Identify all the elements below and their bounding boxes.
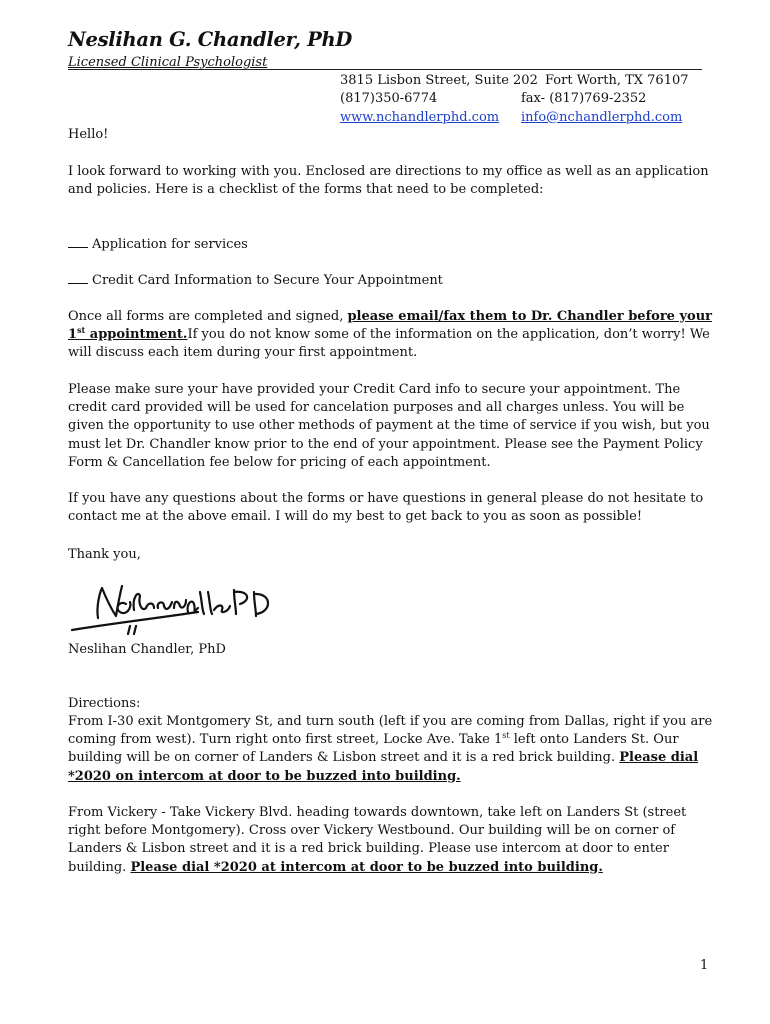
signature-name: Neslihan Chandler, PhD bbox=[68, 642, 226, 657]
questions-paragraph bbox=[68, 490, 718, 526]
checklist-item-application bbox=[68, 236, 718, 254]
page-number: 1 bbox=[700, 958, 709, 973]
city-line: Fort Worth, TX 76107 bbox=[545, 73, 689, 88]
directions-i30-text bbox=[68, 713, 718, 786]
checkbox-blank[interactable] bbox=[68, 236, 88, 248]
directions-i30-b: left onto Landers St. Our building will be on corner of Landers & Lisbon street and it is a red brick building. bbox=[68, 732, 679, 766]
handwritten-signature bbox=[68, 578, 278, 638]
header-rule bbox=[68, 69, 702, 70]
credit-card-paragraph bbox=[68, 381, 718, 472]
directions-vickery-text bbox=[68, 804, 718, 877]
forms-prefix: Once all forms are completed and signed, bbox=[68, 309, 348, 324]
address-line: 3815 Lisbon Street, Suite 202 bbox=[340, 73, 538, 88]
forms-bold-a: please email/fax them to Dr. Chandler before your 1 bbox=[68, 309, 713, 343]
checkbox-blank[interactable] bbox=[68, 272, 88, 284]
email-link[interactable]: info@nchandlerphd.com bbox=[521, 109, 683, 125]
ordinal-sup: st bbox=[77, 325, 86, 336]
forms-text bbox=[68, 308, 718, 363]
directions-heading: Directions: bbox=[68, 696, 141, 711]
checklist-label: Credit Card Information to Secure Your Appointment bbox=[92, 273, 443, 288]
forms-bold-b: appointment. bbox=[85, 327, 188, 343]
greeting: Hello! bbox=[68, 127, 109, 142]
fax-number: fax- (817)769-2352 bbox=[521, 91, 647, 107]
intercom-instruction: Please dial *2020 on intercom at door to be buzzed into building. bbox=[68, 750, 699, 784]
intro-paragraph bbox=[68, 163, 718, 199]
questions-text: If you have any questions about the forms or have questions in general please do not hesitate to contact me at the above email. I will do my best to get back to you as soon as possible! bbox=[68, 491, 704, 525]
directions-i30-a: From I-30 exit Montgomery St, and turn south (left if you are coming from Dallas, right if you are coming from west). Turn right onto first street, Locke Ave. Take 1 bbox=[68, 714, 713, 748]
author-title: Licensed Clinical Psychologist bbox=[68, 55, 268, 70]
directions-paragraph-i30 bbox=[68, 713, 718, 786]
website-link[interactable]: www.nchandlerphd.com bbox=[340, 109, 500, 125]
closing: Thank you, bbox=[68, 547, 141, 562]
intro-text: I look forward to working with you. Enclosed are directions to my office as well as an application and policies. Here is a checklist of the forms that need to be completed: bbox=[68, 164, 709, 198]
ordinal-sup: st bbox=[502, 731, 510, 741]
contact-left-column bbox=[340, 72, 538, 127]
checklist-label: Application for services bbox=[92, 237, 248, 252]
checklist-item-credit-card bbox=[68, 272, 718, 290]
phone-number: (817)350-6774 bbox=[340, 91, 438, 107]
directions-vickery-body: From Vickery - Take Vickery Blvd. heading towards downtown, take left on Landers St (street right before Montgomery). Cross over Vickery Westbound. Our building will be on corner of Landers & Lisbon street and it is a red brick building. Please use intercom at door to enter building. bbox=[68, 805, 687, 875]
directions-paragraph-vickery bbox=[68, 804, 718, 877]
credit-card-text: Please make sure your have provided your Credit Card info to secure your appointment. The credit card provided will be used for cancelation purposes and all charges unless. You will be given the opportunity to use other methods of payment at the time of service if you wish, but you must let Dr. Chandler know prior to the end of your appointment. Please see the Payment Policy Form & Cancellation fee below for pricing of each appointment. bbox=[68, 382, 710, 470]
contact-right-column bbox=[521, 72, 689, 127]
author-name: Neslihan G. Chandler, PhD bbox=[68, 28, 352, 51]
intercom-instruction: Please dial *2020 at intercom at door to be buzzed into building. bbox=[130, 859, 603, 875]
forms-suffix: If you do not know some of the information on the application, don’t worry! We will discuss each item during your first appointment. bbox=[68, 327, 710, 361]
forms-paragraph bbox=[68, 308, 718, 363]
